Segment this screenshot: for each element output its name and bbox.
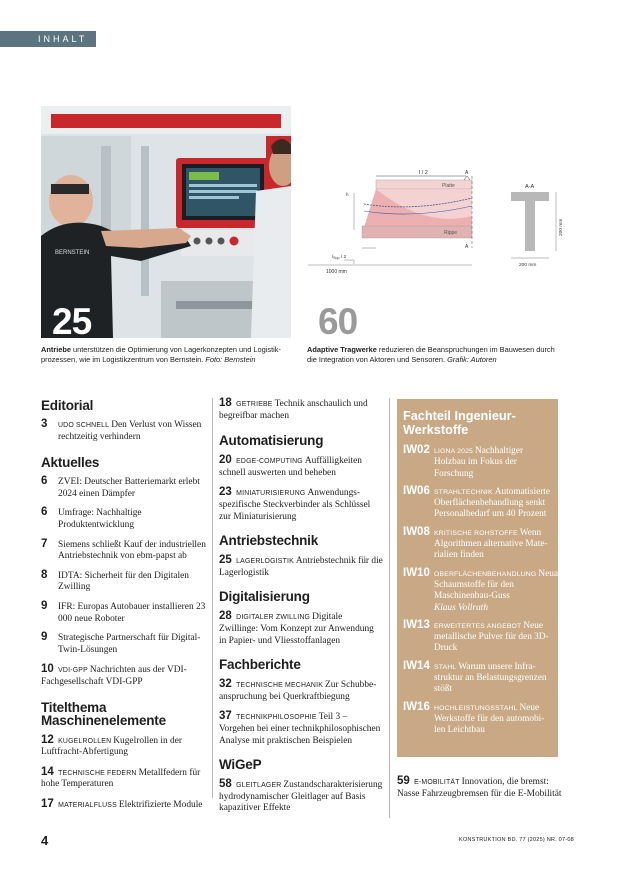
toc-entry[interactable] <box>41 735 206 759</box>
section-title: Editorial <box>41 398 94 413</box>
entry-text: IDTA: Sicherheit für den Digitalen Zwilling <box>58 570 189 593</box>
toc-entry[interactable] <box>41 599 206 625</box>
toc-entry[interactable] <box>219 611 383 647</box>
entry-text: Anwendungsspezifische Steckverbinder als Schlüssel zur Miniaturisierung <box>219 488 371 522</box>
fachteil-entry[interactable] <box>403 525 552 562</box>
page-number: 20 <box>219 454 232 467</box>
page-number: 3 <box>41 418 48 430</box>
page-number: 23 <box>219 486 232 499</box>
section-title: Titelthema Maschinenelemente <box>41 699 166 728</box>
toc-column-2 <box>219 398 383 823</box>
feature-caption <box>41 345 291 365</box>
page-number-footer: 4 <box>41 833 49 848</box>
entry-keyword: TECHNIKPHILOSOPHIE <box>236 714 317 722</box>
toc-entry[interactable] <box>219 679 383 703</box>
entry-keyword: LIGNA 2025 <box>434 448 474 455</box>
page-number: 9 <box>41 599 48 612</box>
entry-keyword: UDO SCHNELL <box>58 422 110 429</box>
entry-keyword: TECHNISCHE MECHANIK <box>236 682 324 690</box>
toc-entry[interactable] <box>219 398 383 422</box>
caption-bold: Adaptive Tragwerke <box>307 345 377 354</box>
entry-keyword: GLEITLAGER <box>236 782 282 790</box>
toc-entry[interactable] <box>219 487 383 523</box>
entry-keyword: LAGERLOGISTIK <box>236 558 294 566</box>
page-number: 37 <box>219 710 232 723</box>
section-title: Fachberichte <box>219 657 301 673</box>
toc-entry[interactable] <box>41 664 206 688</box>
page-number: 9 <box>41 631 48 644</box>
entry-text: Nachhaltiger Holzbau im Fokus der Forschung <box>434 446 524 479</box>
fachteil-entry[interactable] <box>403 446 552 480</box>
svg-text:h: h <box>346 192 349 197</box>
toc-entry[interactable] <box>41 420 206 443</box>
toc-entry[interactable] <box>219 711 383 747</box>
entry-text: Digitale Zwillinge: Vom Konzept zur Anwendung in Papier- und Vliesstoffanlagen <box>219 612 374 646</box>
entry-text: Umfrage: Nachhaltige Produktentwicklung <box>58 508 142 530</box>
toc-entry[interactable] <box>219 779 383 815</box>
section-header-tab: INHALT <box>0 31 96 47</box>
journal-reference: KONSTRUKTION BD. 77 (2025) NR. 07-08 <box>458 837 574 843</box>
page-number: 12 <box>41 733 54 746</box>
fachteil-entry[interactable] <box>403 659 552 696</box>
caption-bold: Antriebe <box>41 345 71 354</box>
entry-text: Neuartige Schaumstoffe für den Maschinenbau-Guss <box>434 568 576 602</box>
entry-text: Metallfedern für hohe Temperaturen <box>41 767 201 790</box>
entry-keyword: EDGE-COMPUTING <box>236 458 303 466</box>
page-number: 25 <box>219 554 232 567</box>
entry-text: Kugelrollen in der Luftfracht-Abfertigung <box>41 735 183 758</box>
entry-text: Nachrichten aus der VDI-Fachgesellschaft VDI-GPP <box>41 665 187 687</box>
svg-text:Rippe: Rippe <box>444 230 458 236</box>
fachteil-title: Fachteil Ingenieur-Werkstoffe <box>403 409 516 437</box>
caption-credit: Grafik: Autoren <box>447 355 497 364</box>
toc-entry[interactable] <box>41 799 206 812</box>
fachteil-entry[interactable] <box>403 700 552 737</box>
entry-text: Den Verlust von Wissen rechtzeitig verhindern <box>58 420 202 442</box>
column-divider <box>389 398 390 818</box>
toc-entry[interactable] <box>41 477 206 500</box>
entry-author: Klaus Vollrath <box>434 602 488 613</box>
entry-text: Neue metallische Pulver für den 3D-Druck <box>434 620 549 654</box>
svg-text:BERNSTEIN: BERNSTEIN <box>55 250 90 256</box>
toc-entry[interactable] <box>41 633 206 656</box>
toc-entry[interactable] <box>219 455 383 479</box>
iw-code: IW14 <box>403 659 430 672</box>
iw-code: IW02 <box>403 444 430 456</box>
iw-code: IW08 <box>403 525 430 538</box>
entry-keyword: KRITISCHE ROHSTOFFE <box>434 529 518 537</box>
svg-text:A-A: A-A <box>525 184 535 190</box>
page-number: 8 <box>41 568 48 581</box>
feature-caption-2 <box>307 345 557 365</box>
svg-text:1000 mm: 1000 mm <box>326 269 347 275</box>
page-number: 58 <box>219 778 232 791</box>
toc-entry[interactable] <box>219 555 383 579</box>
section-title: WiGeP <box>219 757 262 773</box>
svg-text:A: A <box>465 244 469 250</box>
toc-entry[interactable] <box>41 568 206 594</box>
toc-entry[interactable] <box>41 537 206 563</box>
svg-text:200 mm: 200 mm <box>559 218 564 236</box>
iw-code: IW13 <box>403 618 430 631</box>
svg-text:lSup / 2: $l_{Sup} / 2$ <box>332 255 347 261</box>
page-number: 59 <box>397 775 410 787</box>
entry-keyword: MATERIALFLUSS <box>58 801 117 809</box>
entry-text: Neue Werkstoffe für den automobilen Leichtbau <box>434 702 545 736</box>
entry-text: Innovation, die bremst: Nasse Fahrzeugbremsen für die E-Mobilität <box>397 777 562 799</box>
section-title: Antriebstechnik <box>219 533 319 549</box>
entry-keyword: STRAHLTECHNIK <box>434 488 493 496</box>
page-number: 32 <box>219 678 232 691</box>
entry-keyword: GETRIEBE <box>236 401 273 408</box>
entry-keyword: OBERFLÄCHENBEHANDLUNG <box>434 570 537 578</box>
entry-text: Siemens schließt Kauf der industriellen Antriebstechnik von ebm-papst ab <box>58 539 206 562</box>
toc-entry[interactable] <box>397 776 563 800</box>
entry-text: ZVEI: Deutscher Batteriemarkt erlebt 2024 einen Dämpfer <box>58 477 200 499</box>
page-number: 28 <box>219 610 232 623</box>
iw-code: IW06 <box>403 484 430 497</box>
fachteil-entry[interactable] <box>403 618 552 655</box>
entry-text: Zustandscharakterisierung hydrodynamischer Gleitlager auf Basis kapazitiver Effekte <box>219 780 383 814</box>
fachteil-entry[interactable] <box>403 484 552 521</box>
entry-text: Zur Schubbeanspruchung bei Querkraftbiegung <box>219 680 377 702</box>
toc-column-1 <box>41 398 206 819</box>
section-title: Automatisierung <box>219 433 324 449</box>
entry-keyword: ERWEITERTES ANGEBOT <box>434 622 522 630</box>
entry-keyword: HOCHLEISTUNGSSTAHL <box>434 704 518 712</box>
page-number: 10 <box>41 663 54 676</box>
iw-code: IW10 <box>403 566 430 579</box>
page-number: 17 <box>41 797 54 810</box>
entry-text: Wenn Algorithmen alternative Materialien finden <box>434 527 548 561</box>
section-title: Aktuelles <box>41 455 100 471</box>
page-number: 6 <box>41 506 48 519</box>
page-number: 18 <box>219 397 232 409</box>
svg-text:Platte: Platte <box>442 183 455 189</box>
entry-keyword: VDI-GPP <box>58 667 88 675</box>
svg-text:A: A <box>465 170 469 176</box>
entry-text: Technik anschaulich und begreifbar machen <box>219 399 368 421</box>
caption-text: reduzieren die Beanspruchungen im Bauwesen durch die Integration von Aktoren und Sensoren. <box>307 345 555 364</box>
feature-page-number: 25 <box>52 301 92 342</box>
column-divider <box>212 398 213 798</box>
page-number: 6 <box>41 475 48 488</box>
svg-text:l / 2: l / 2 <box>419 170 428 176</box>
entry-text: Automatisierte Oberflächenbehandlung senkt Personalbedarf um 40 Prozent <box>434 486 551 520</box>
entry-keyword: KUGELROLLEN <box>58 737 112 745</box>
fachteil-box <box>397 399 576 757</box>
caption-credit: Foto: Bernstein <box>205 355 256 364</box>
toc-entry[interactable] <box>41 767 206 791</box>
page-number: 14 <box>41 765 54 778</box>
page-number: 7 <box>41 537 48 550</box>
entry-text: Auffälligkeiten schnell auswerten und beheben <box>219 456 362 478</box>
entry-keyword: TECHNISCHE FEDERN <box>58 769 137 777</box>
section-title: Digitalisierung <box>219 589 310 605</box>
tragwerk-diagram <box>304 168 586 276</box>
entry-keyword: STAHL <box>434 663 457 671</box>
entry-text: Antriebstechnik für die Lagerlogistik <box>219 556 383 578</box>
svg-text:200 mm: 200 mm <box>519 263 537 268</box>
entry-text: Elektrifizierte Module <box>118 799 203 810</box>
toc-entry[interactable] <box>41 508 206 531</box>
caption-text: unterstützen die Optimierung von Lagerkonzepten und Logistikprozessen, wie im Logistikzentrum von Bernstein. <box>41 345 281 364</box>
entry-text: Warum unsere Infrastruktur an Belastungsgrenzen stößt <box>434 661 547 695</box>
entry-keyword: MINIATURISIERUNG <box>236 490 306 498</box>
entry-keyword: E-MOBILITÄT <box>414 779 460 786</box>
feature-page-number-2: 60 <box>318 301 358 342</box>
entry-text: Strategische Partnerschaft für Digital-Twin-Lösungen <box>58 633 201 655</box>
fachteil-entry[interactable] <box>403 566 576 614</box>
entry-text: IFR: Europas Autobauer installieren 23 000 neue Roboter <box>58 601 206 624</box>
entry-keyword: DIGITALER ZWILLING <box>236 614 311 622</box>
entry-text: Teil 3 – Vorgehen bei einer technikphilosophischen Analyse mit praktischen Beispielen <box>219 712 381 746</box>
iw-code: IW16 <box>403 700 430 713</box>
